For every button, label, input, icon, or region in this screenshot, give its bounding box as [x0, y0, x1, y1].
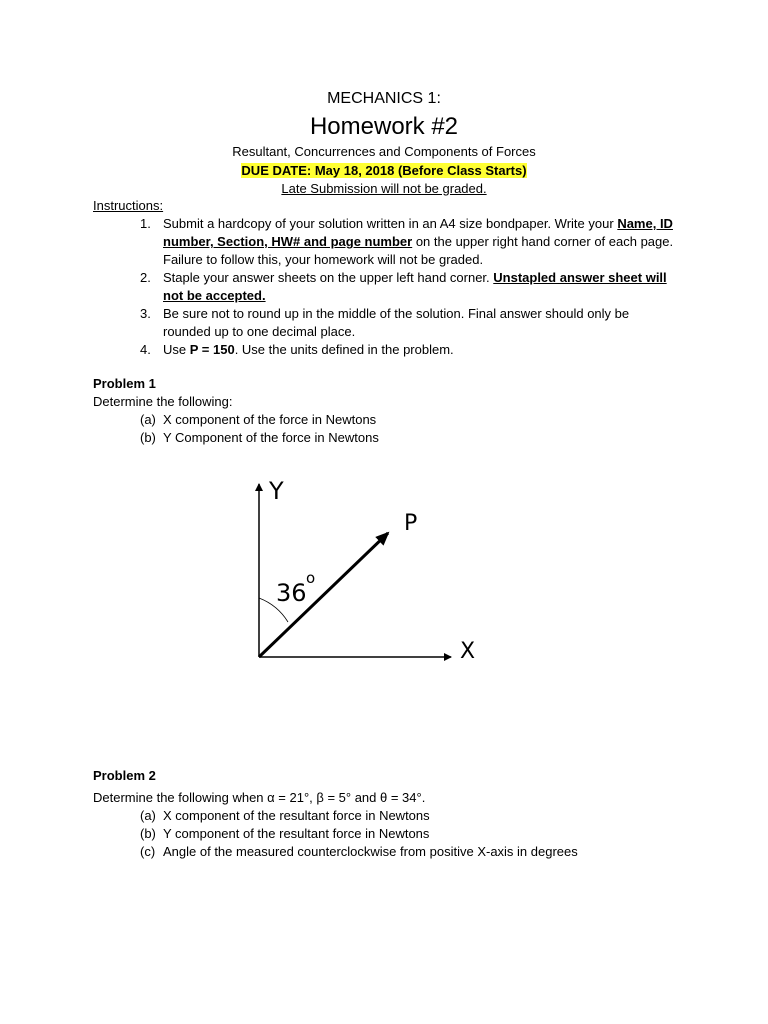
late-submission-note: Late Submission will not be graded. — [281, 181, 487, 196]
item-label: (a) — [140, 412, 156, 427]
instruction-text-cont: . Use the units defined in the problem. — [234, 342, 454, 357]
problem1-item — [140, 411, 700, 429]
item-label: (c) — [140, 844, 156, 859]
item-text: Y Component of the force in Newtons — [163, 430, 379, 445]
item-label: (a) — [140, 808, 156, 823]
instruction-text: Be sure not to round up in the middle of the solution. Final answer should only be rounded up to one decimal place. — [163, 306, 630, 339]
due-date — [0, 162, 768, 180]
x-axis-label: X — [460, 639, 476, 664]
homework-title: Homework #2 — [309, 113, 459, 140]
problem1-heading: Problem 1 — [93, 376, 156, 391]
item-text: Angle of the measured counterclockwise from positive X-axis in degrees — [163, 844, 578, 859]
instruction-item — [140, 305, 680, 341]
item-label: (b) — [140, 430, 156, 445]
instructions-list — [140, 215, 680, 359]
instructions-heading: Instructions: — [93, 198, 164, 213]
problem2-item — [140, 825, 700, 843]
problem1-item — [140, 429, 700, 447]
instruction-item — [140, 215, 680, 269]
instruction-item — [140, 269, 680, 305]
force-diagram — [245, 470, 485, 675]
problem2-item — [140, 843, 700, 861]
instruction-text: Use — [163, 342, 190, 357]
problem2-heading: Problem 2 — [93, 768, 156, 783]
instruction-text: Submit a hardcopy of your solution written in an A4 size bondpaper. Write your — [163, 216, 614, 231]
instruction-emphasis: Unstapled answer sheet will not be accepted. — [163, 270, 667, 303]
problem2-items — [140, 807, 700, 861]
instruction-number: 1. — [140, 216, 151, 231]
instruction-number: 2. — [140, 270, 151, 285]
instruction-item — [140, 341, 680, 359]
item-text: Y component of the resultant force in Newtons — [163, 826, 430, 841]
problem1-items — [140, 411, 700, 447]
angle-degree: o — [306, 569, 316, 587]
due-date-highlight: DUE DATE: May 18, 2018 (Before Class Starts) — [241, 163, 527, 178]
instruction-text-cont: on the upper right hand corner of each page. Failure to follow this, your homework will not be graded. — [163, 234, 674, 267]
instruction-emphasis: Name, ID number, Section, HW# and page number — [163, 216, 673, 249]
problem1-prompt: Determine the following: — [93, 394, 233, 409]
homework-subtitle: Resultant, Concurrences and Components of Forces — [232, 144, 536, 159]
instruction-text: Staple your answer sheets on the upper left hand corner. — [163, 270, 494, 285]
item-text: X component of the force in Newtons — [163, 412, 377, 427]
problem2-prompt: Determine the following when α = 21°, β = 5° and θ = 34°. — [93, 790, 426, 805]
course-title: MECHANICS 1: — [327, 90, 441, 107]
instruction-emphasis: P = 150 — [189, 342, 235, 357]
problem2-item — [140, 807, 700, 825]
angle-value: 36 — [276, 579, 307, 607]
y-axis-label: Y — [269, 477, 284, 505]
force-label: P — [404, 511, 418, 536]
item-text: X component of the resultant force in Newtons — [163, 808, 430, 823]
instruction-number: 4. — [140, 342, 151, 357]
instruction-number: 3. — [140, 306, 151, 321]
item-label: (b) — [140, 826, 156, 841]
